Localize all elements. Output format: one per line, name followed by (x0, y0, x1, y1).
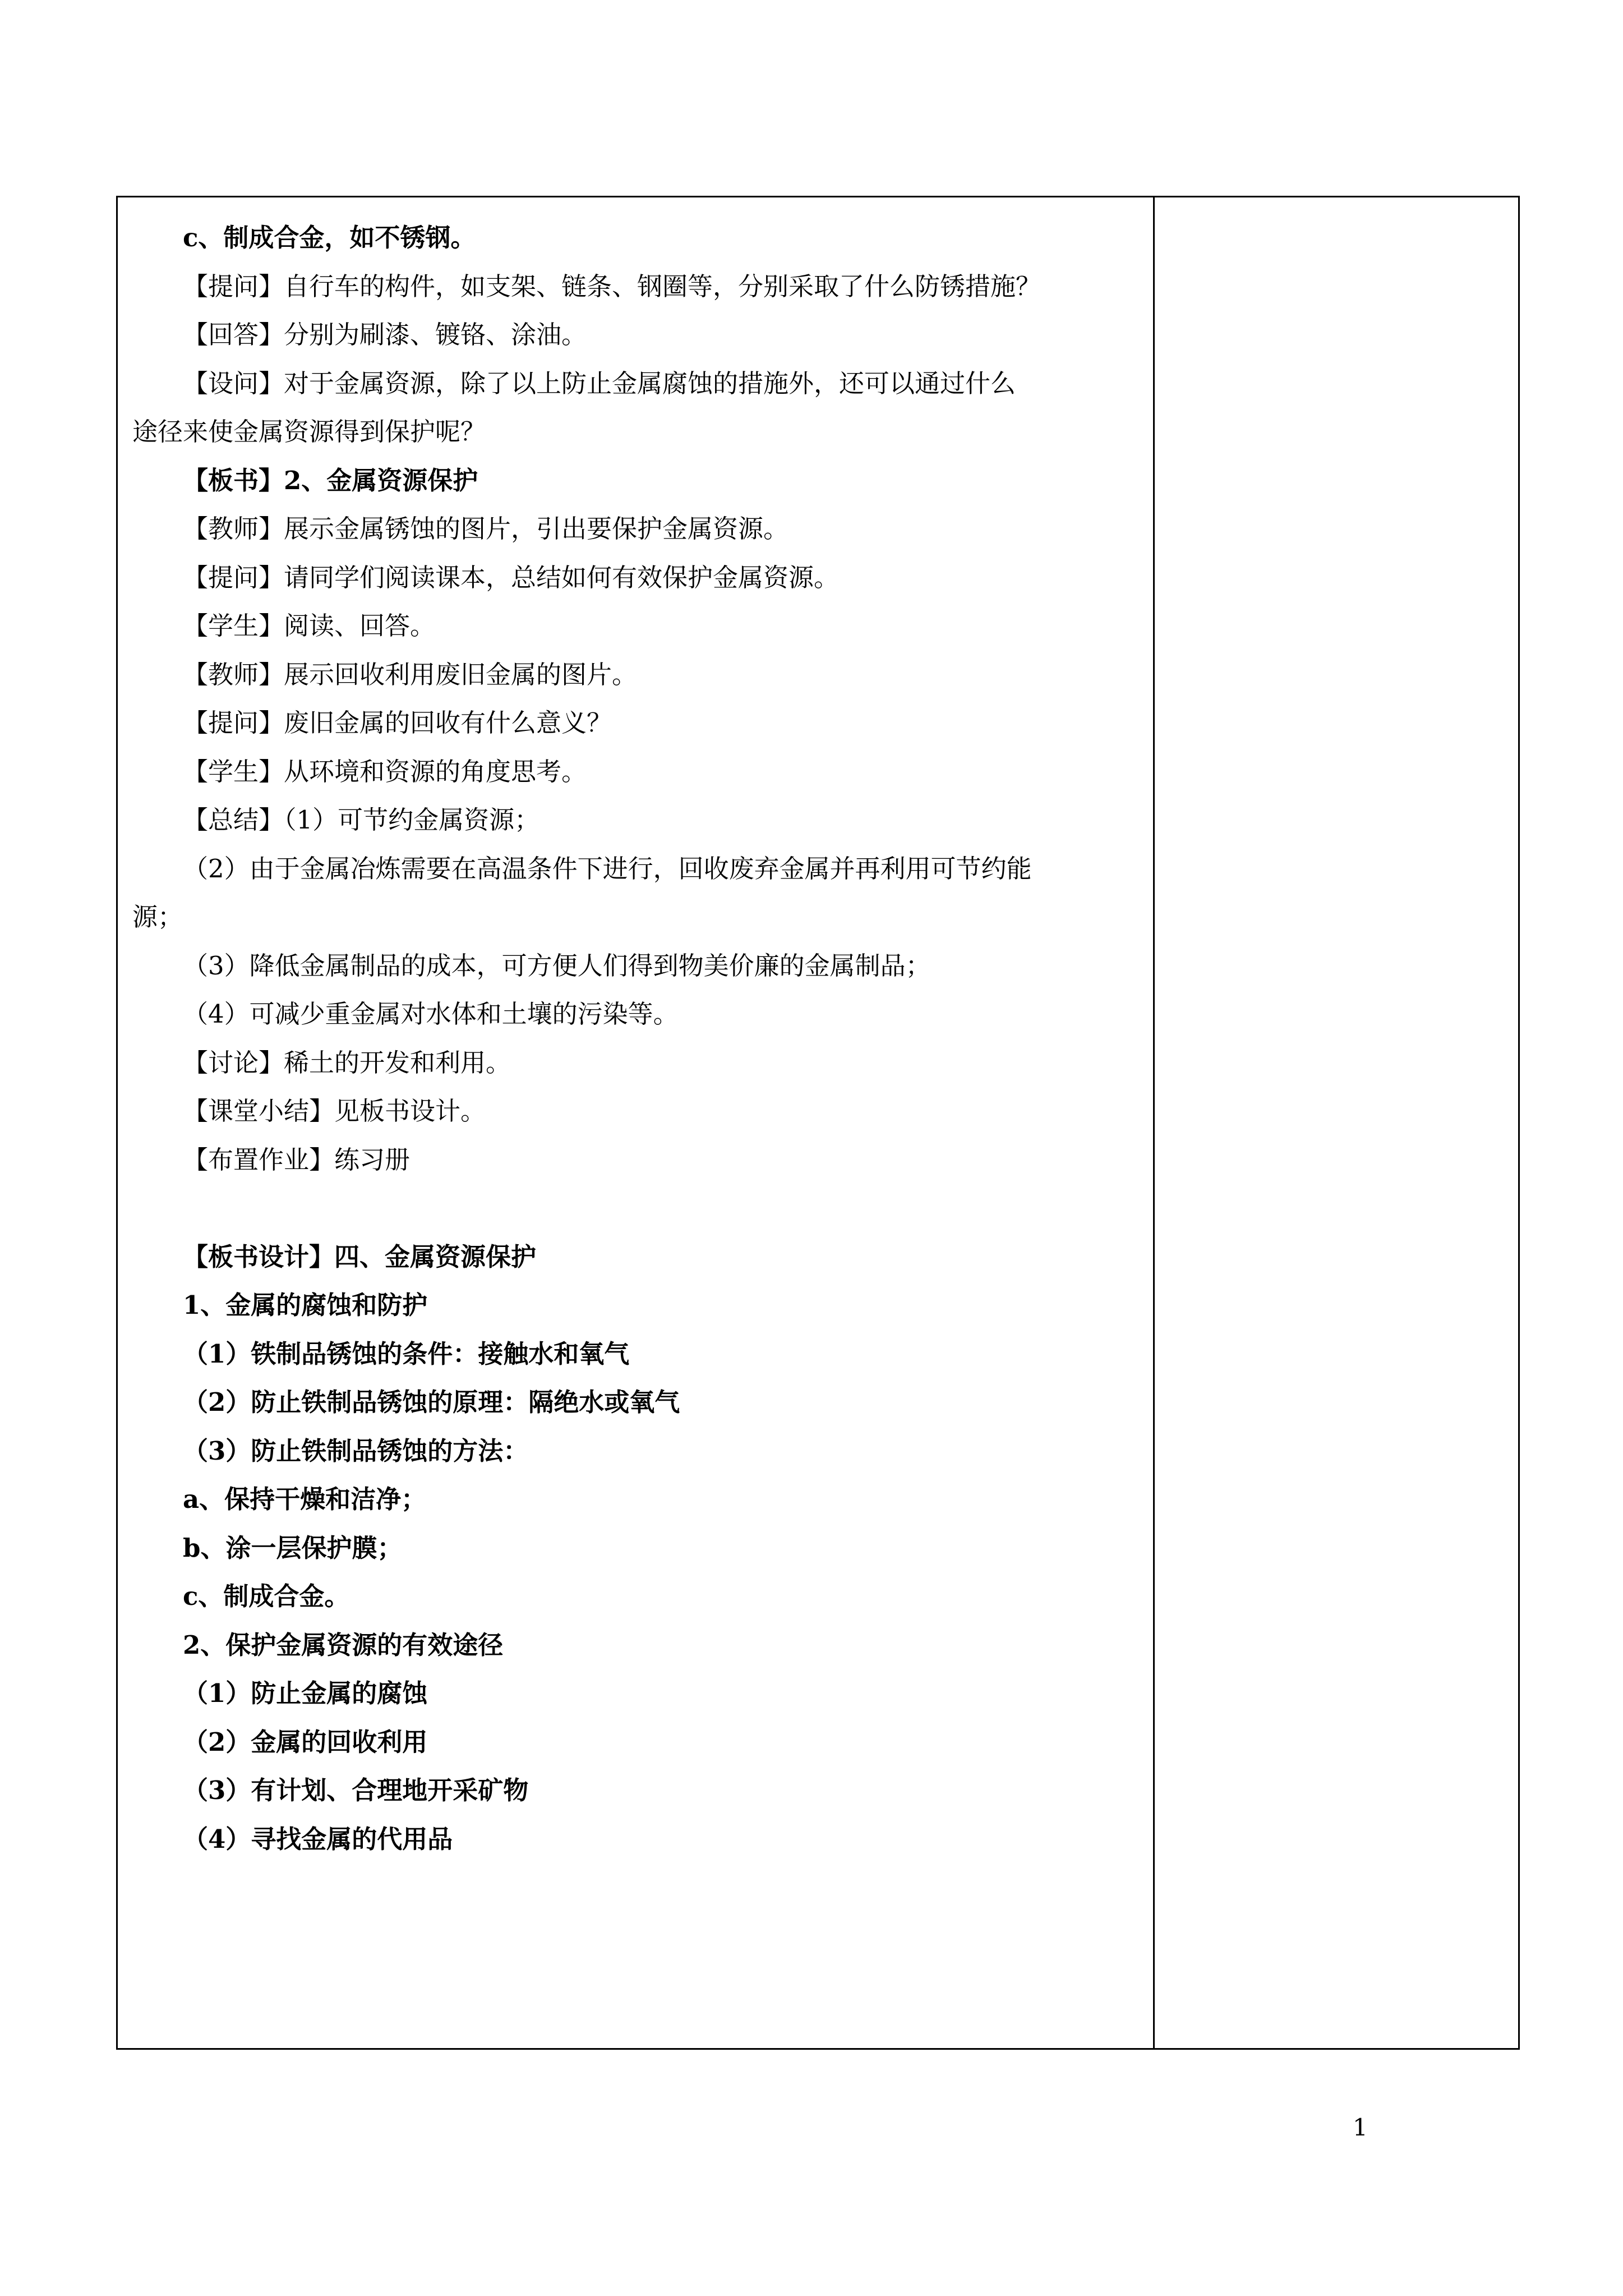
text-line: （2）由于金属冶炼需要在高温条件下进行，回收废弃金属并再利用可节约能 (183, 853, 1032, 884)
text-line: b、涂一层保护膜； (183, 1533, 403, 1563)
text-line: 【学生】从环境和资源的角度思考。 (183, 756, 587, 786)
text-line: 【提问】请同学们阅读课本，总结如何有效保护金属资源。 (183, 562, 840, 592)
text-line: 【教师】展示回收利用废旧金属的图片。 (183, 659, 638, 689)
text-line: 2、保护金属资源的有效途径 (183, 1630, 504, 1660)
text-line: （1）铁制品锈蚀的条件：接触水和氧气 (183, 1338, 630, 1369)
text-line: （4）寻找金属的代用品 (183, 1824, 453, 1854)
text-line: （3）有计划、合理地开采矿物 (183, 1775, 529, 1805)
text-line: （2）金属的回收利用 (183, 1727, 428, 1757)
text-line: c、制成合金。 (183, 1581, 350, 1611)
text-line: 1、金属的腐蚀和防护 (183, 1290, 428, 1320)
text-line: 【设问】对于金属资源，除了以上防止金属腐蚀的措施外，还可以通过什么 (183, 368, 1016, 398)
text-line: c、制成合金，如不锈钢。 (183, 223, 476, 252)
text-line: 【提问】自行车的构件，如支架、链条、钢圈等，分别采取了什么防锈措施？ (183, 271, 1041, 301)
text-line: 【板书设计】四、金属资源保护 (183, 1241, 537, 1272)
text-line: （3）降低金属制品的成本，可方便人们得到物美价廉的金属制品； (183, 950, 931, 981)
text-line: 【板书】2、金属资源保护 (183, 465, 478, 495)
text-line: 【提问】废旧金属的回收有什么意义？ (183, 708, 612, 738)
text-line: （3）防止铁制品锈蚀的方法： (183, 1435, 529, 1466)
text-line: 途径来使金属资源得到保护呢？ (132, 417, 486, 447)
text-line: a、保持干燥和洁净； (183, 1484, 427, 1514)
lesson-plan-table (116, 196, 1520, 2050)
text-line: 【课堂小结】见板书设计。 (183, 1096, 486, 1126)
text-line: 【教师】展示金属锈蚀的图片，引出要保护金属资源。 (183, 514, 789, 544)
text-line: 【讨论】稀土的开发和利用。 (183, 1047, 511, 1078)
text-line: 【总结】（1）可节约金属资源； (183, 805, 540, 835)
text-line: 【布置作业】练习册 (183, 1144, 411, 1175)
text-line: 【学生】阅读、回答。 (183, 611, 436, 641)
text-line: 源； (132, 902, 183, 932)
text-line: 【回答】分别为刷漆、镀铬、涂油。 (183, 320, 587, 349)
text-line: （1）防止金属的腐蚀 (183, 1678, 428, 1708)
notes-cell (1155, 197, 1518, 2048)
text-line: （4）可减少重金属对水体和土壤的污染等。 (183, 999, 679, 1029)
page-number: 1 (1353, 2114, 1368, 2141)
lesson-content-cell (118, 197, 1155, 2048)
text-line: （2）防止铁制品锈蚀的原理：隔绝水或氧气 (183, 1387, 680, 1417)
